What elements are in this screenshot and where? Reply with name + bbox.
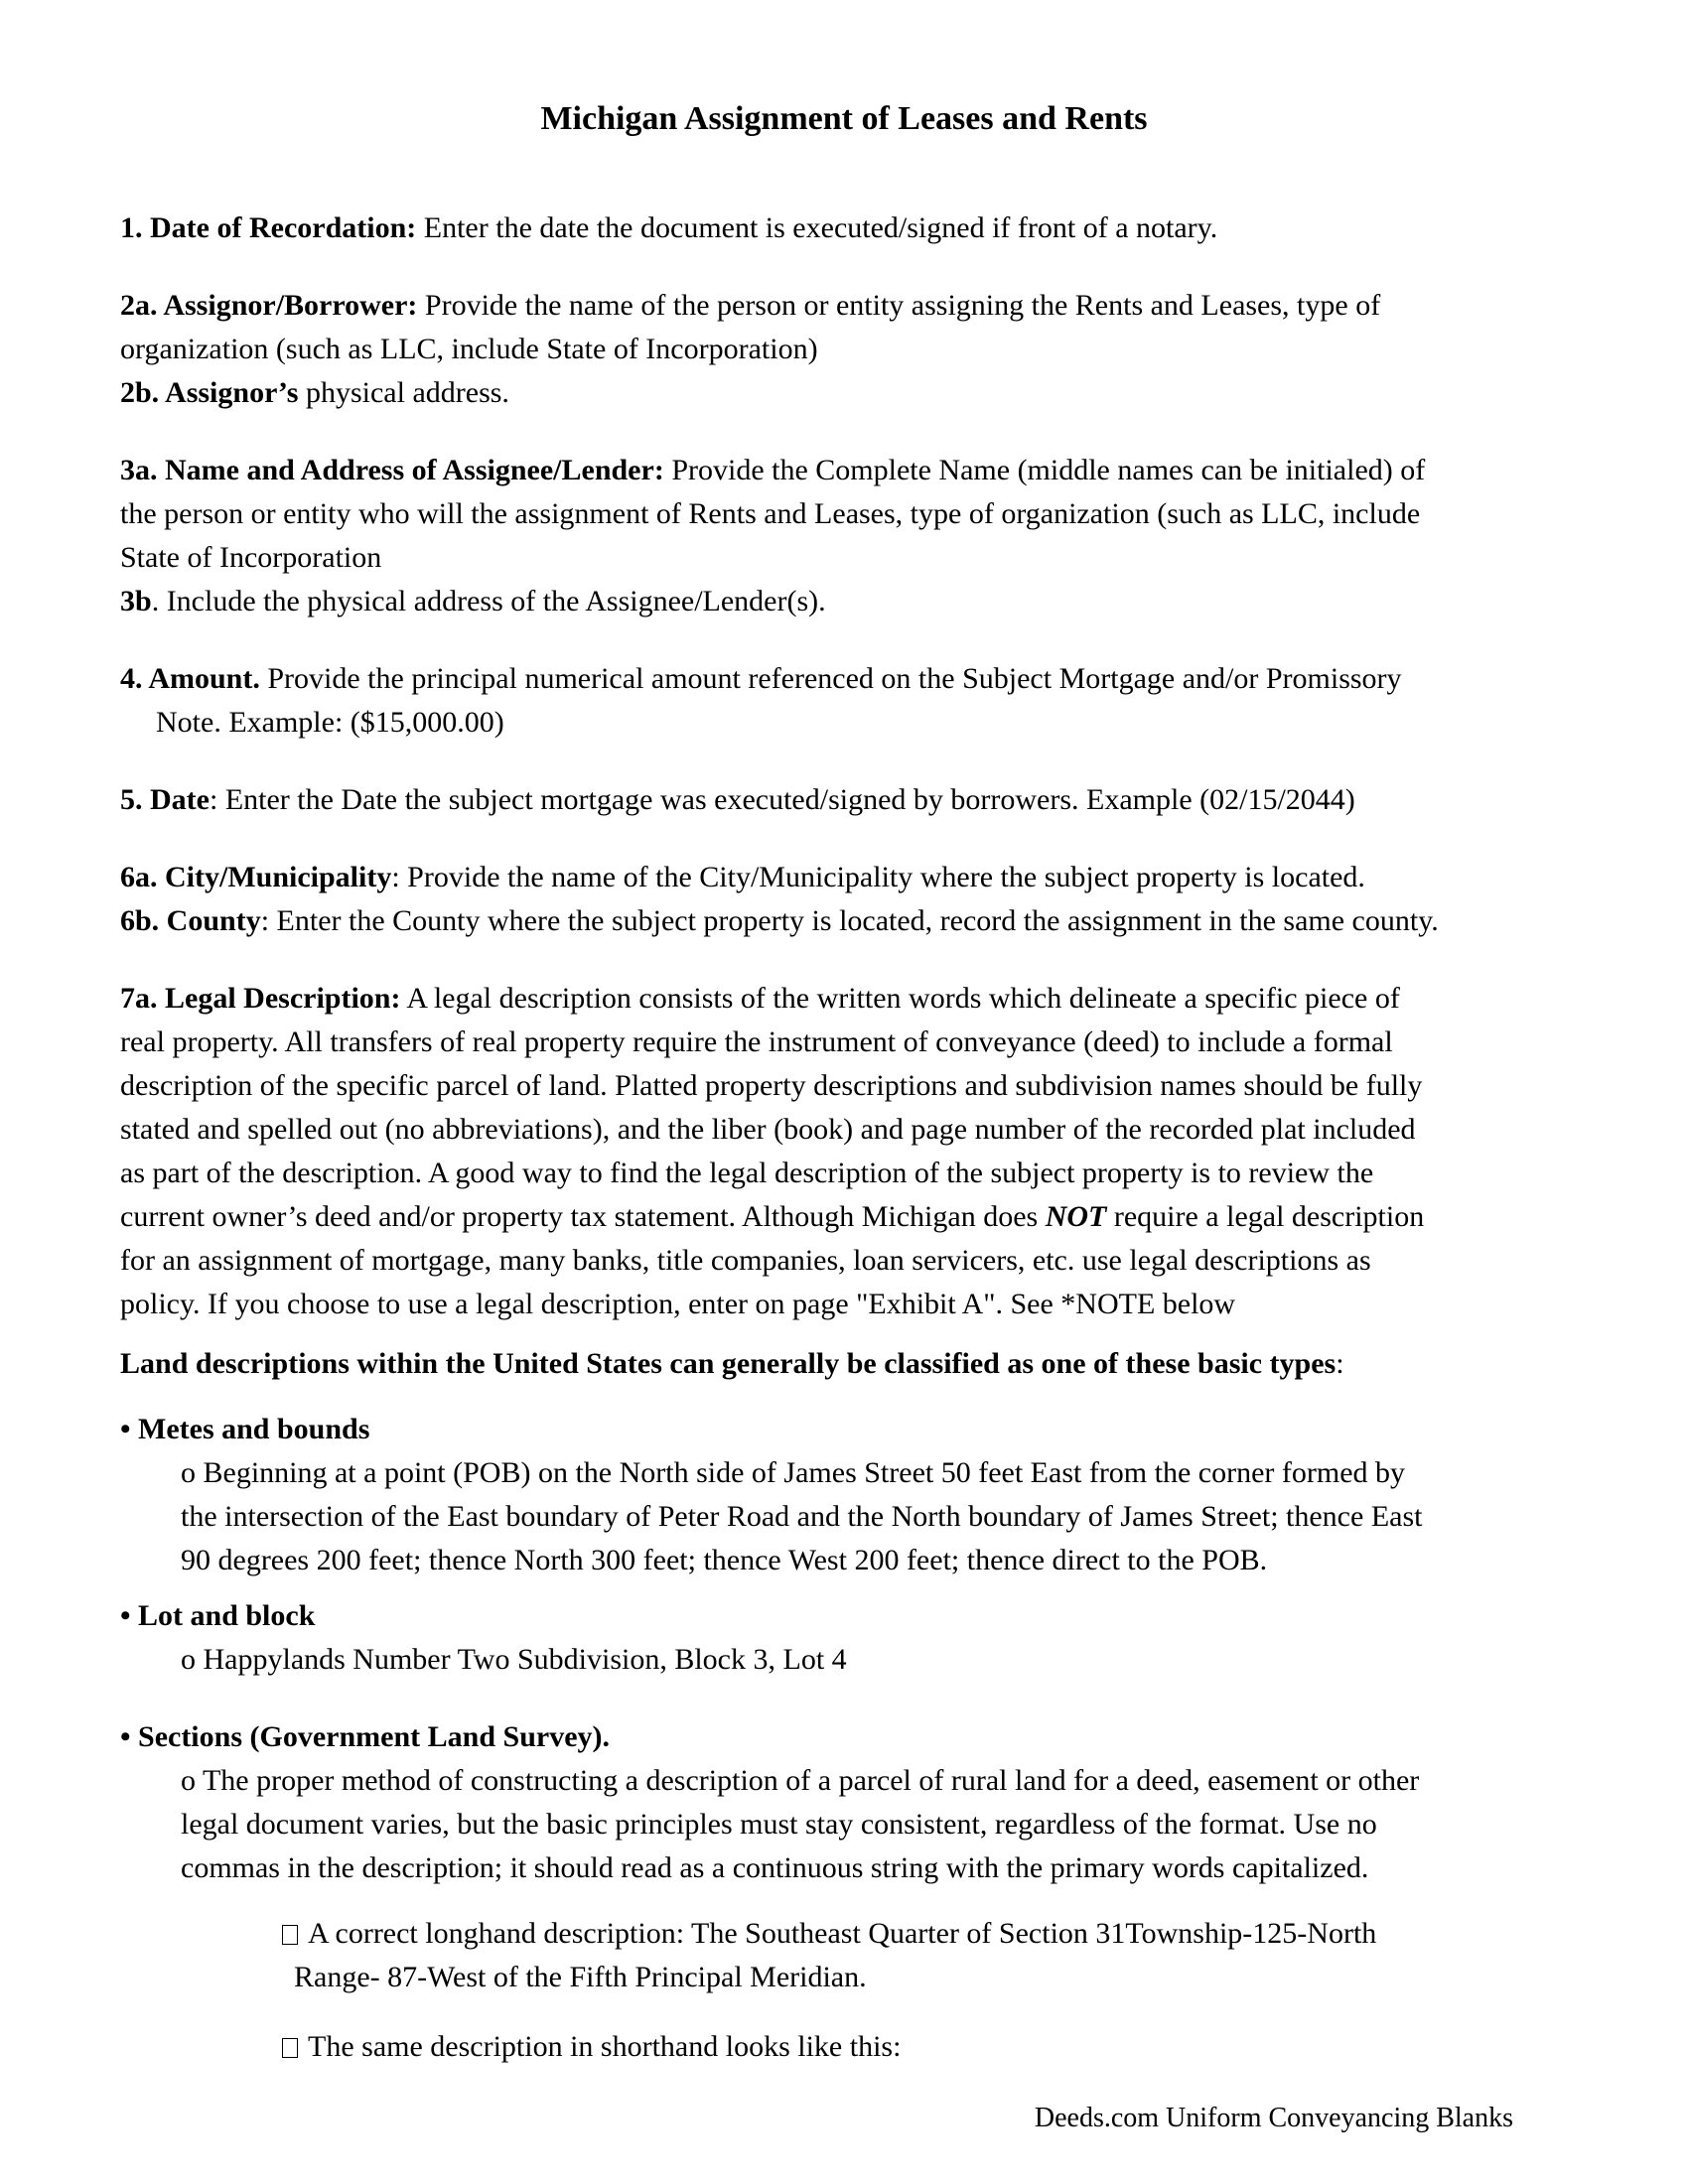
checkbox-icon	[282, 2038, 298, 2058]
land-description-types-heading: Land descriptions within the United States can generally be classified as one of these basic types:	[120, 1347, 1344, 1380]
footer-attribution: Deeds.com Uniform Conveyancing Blanks	[1034, 2103, 1513, 2133]
sections-example-longhand: A correct longhand description: The Southeast Quarter of Section 31Township-125-North Range- 87-West of the Fifth Principal Meridian.	[120, 1912, 1590, 1999]
page-title: Michigan Assignment of Leases and Rents	[540, 100, 1148, 137]
section-2-assignor: 2a. Assignor/Borrower: Provide the name of the person or entity assigning the Rents and Leases, type of organization (such as LLC, include State of Incorporation) 2b. Assignor’s physical address.	[120, 289, 1381, 409]
type-sections: • Sections (Government Land Survey). o The proper method of constructing a description of a parcel of rural land for a deed, easement or other legal document varies, but the basic principles must stay consistent, regardless of the format. Use no commas in the description; it should read as a continuous string with the primary words capitalized.	[120, 1720, 1420, 1884]
sections-example-shorthand: The same description in shorthand looks like this:	[120, 2025, 1590, 2069]
section-1-date-of-recordation: 1. Date of Recordation: Enter the date the document is executed/signed if front of a notary.	[120, 211, 1218, 244]
section-7-legal-description: 7a. Legal Description: A legal description consists of the written words which delineate a specific piece of real property. All transfers of real property require the instrument of conveyance (deed) to include a formal description of the specific parcel of land. Platted property descriptions and subdivision names should be fully stated and spelled out (no abbreviations), and the liber (book) and page number of the recorded plat included as part of the description. A good way to find the legal description of the subject property is to review the current owner’s deed and/or property tax statement. Although Michigan does NOT require a legal description for an assignment of mortgage, many banks, title companies, loan servicers, etc. use legal descriptions as policy. If you choose to use a legal description, enter on page "Exhibit A". See *NOTE below	[120, 982, 1425, 1320]
section-4-amount: 4. Amount. Provide the principal numerical amount referenced on the Subject Mortgage and/or Promissory Note. Example: ($15,000.00)	[120, 662, 1402, 739]
emphasis-not: NOT	[1045, 1200, 1107, 1233]
type-lot-and-block: • Lot and block o Happylands Number Two Subdivision, Block 3, Lot 4	[120, 1599, 847, 1676]
section-5-date: 5. Date: Enter the Date the subject mortgage was executed/signed by borrowers. Example (02/15/2044)	[120, 783, 1355, 816]
section-6-location: 6a. City/Municipality: Provide the name of the City/Municipality where the subject property is located. 6b. County: Enter the County where the subject property is located, record the assignment in the same county.	[120, 861, 1439, 937]
checkbox-icon	[282, 1925, 298, 1945]
section-3-assignee: 3a. Name and Address of Assignee/Lender: Provide the Complete Name (middle names can be initialed) of the person or entity who will the assignment of Rents and Leases, type of organization (such as LLC, include State of Incorporation 3b. Include the physical address of the Assignee/Lender(s).	[120, 454, 1426, 617]
type-metes-and-bounds: • Metes and bounds o Beginning at a point (POB) on the North side of James Street 50 feet East from the corner formed by the intersection of the East boundary of Peter Road and the North boundary of James Street; thence East 90 degrees 200 feet; thence North 300 feet; thence West 200 feet; thence direct to the POB.	[120, 1413, 1423, 1576]
